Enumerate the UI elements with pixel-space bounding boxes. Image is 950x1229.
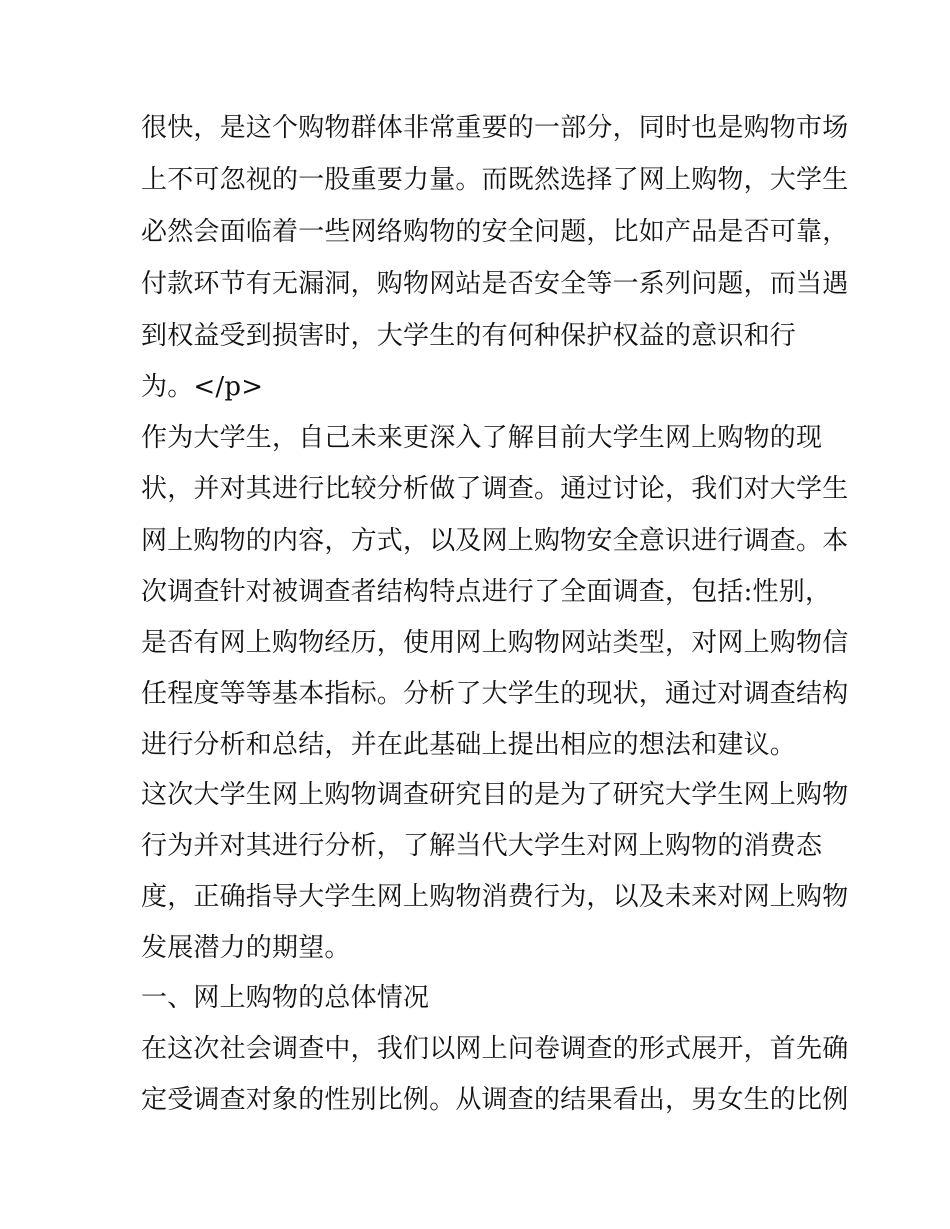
text-line: 付款环节有无漏洞，购物网站是否安全等一系列问题，而当遇 (141, 269, 849, 299)
text-line: 任程度等等基本指标。分析了大学生的现状，通过对调查结构 (141, 679, 849, 709)
text-line: 上不可忽视的一股重要力量。而既然选择了网上购物，大学生 (141, 165, 849, 195)
text-line: 行为并对其进行分析，了解当代大学生对网上购物的消费态 (141, 831, 823, 861)
text-line: 必然会面临着一些网络购物的安全问题，比如产品是否可靠， (141, 217, 849, 247)
text-line: 网上购物的内容，方式，以及网上购物安全意识进行调查。本 (141, 526, 849, 556)
text-line: 到权益受到损害时，大学生的有何种保护权益的意识和行 (141, 321, 797, 351)
text-line: 进行分析和总结，并在此基础上提出相应的想法和建议。 (141, 730, 797, 760)
text-line: 状，并对其进行比较分析做了调查。通过讨论，我们对大学生 (141, 474, 849, 504)
text-line: 作为大学生，自己未来更深入了解目前大学生网上购物的现 (141, 423, 823, 453)
text-line: 是否有网上购物经历，使用网上购物网站类型，对网上购物信 (141, 628, 849, 658)
text-line: 这次大学生网上购物调查研究目的是为了研究大学生网上购物 (141, 780, 849, 810)
text-line: 度，正确指导大学生网上购物消费行为，以及未来对网上购物 (141, 882, 849, 912)
text-line: 为。</p> (141, 372, 264, 402)
text-line: 次调查针对被调查者结构特点进行了全面调查，包括:性别， (141, 577, 832, 607)
text-line: 在这次社会调查中，我们以网上问卷调查的形式展开，首先确 (141, 1034, 849, 1064)
text-line: 发展潜力的期望。 (141, 933, 351, 963)
text-line: 很快，是这个购物群体非常重要的一部分，同时也是购物市场 (141, 113, 849, 143)
text-line: 定受调查对象的性别比例。从调查的结果看出，男女生的比例 (141, 1085, 849, 1115)
section-heading: 一、网上购物的总体情况 (141, 983, 430, 1013)
